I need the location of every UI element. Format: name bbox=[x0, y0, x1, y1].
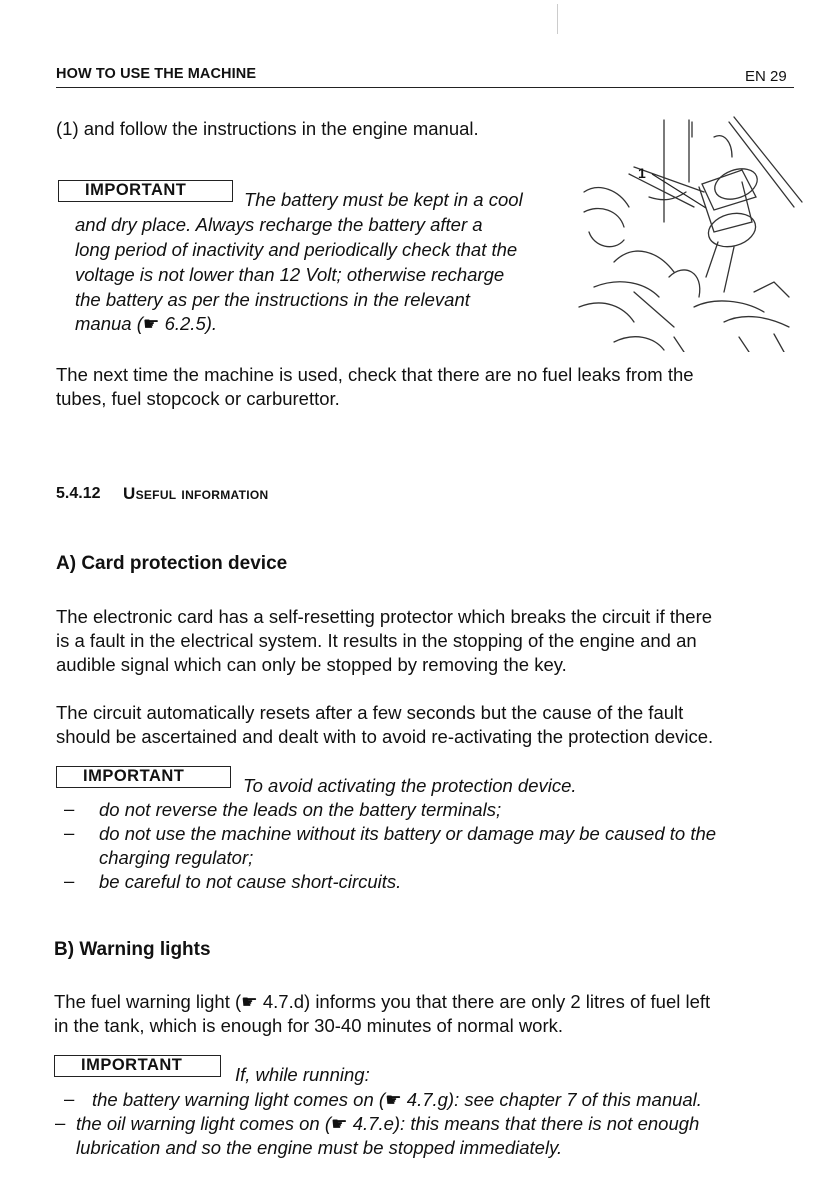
important2-item-0: do not reverse the leads on the battery terminals; bbox=[99, 799, 502, 820]
important-label-3: IMPORTANT bbox=[54, 1055, 221, 1077]
fuel-filter-figure bbox=[574, 112, 804, 352]
scan-mark bbox=[557, 4, 558, 34]
fuel-check-line-1: tubes, fuel stopcock or carburettor. bbox=[56, 388, 340, 409]
important1-line-5: manua (☛ 6.2.5). bbox=[75, 313, 218, 334]
intro-line: (1) and follow the instructions in the engine manual. bbox=[56, 118, 479, 139]
warning-para-line-0: The fuel warning light (☛ 4.7.d) informs you that there are only 2 litres of fuel left bbox=[54, 991, 711, 1012]
fuel-check-line-0: The next time the machine is used, check that there are no fuel leaks from the bbox=[56, 364, 694, 385]
important2-item-3: be careful to not cause short-circuits. bbox=[99, 871, 402, 892]
bullet-dash: – bbox=[64, 870, 75, 891]
important3-intro: If, while running: bbox=[235, 1064, 370, 1085]
figure-callout: 1 bbox=[638, 165, 646, 181]
important1-line-3: voltage is not lower than 12 Volt; otherwise recharge bbox=[75, 264, 505, 285]
card-para1-line-0: The electronic card has a self-resetting protector which breaks the circuit if there bbox=[56, 606, 713, 627]
bullet-dash: – bbox=[64, 822, 75, 843]
section-number: 5.4.12 bbox=[56, 485, 101, 502]
important-label-2: IMPORTANT bbox=[56, 766, 231, 788]
card-para1-line-1: is a fault in the electrical system. It results in the stopping of the engine and an bbox=[56, 630, 697, 651]
important3-item-1: the oil warning light comes on (☛ 4.7.e): this means that there is not enough bbox=[76, 1113, 700, 1134]
important1-line-4: the battery as per the instructions in the relevant bbox=[75, 289, 470, 310]
important2-intro: To avoid activating the protection device. bbox=[243, 775, 577, 796]
warning-para-line-1: in the tank, which is enough for 30-40 minutes of normal work. bbox=[54, 1015, 564, 1036]
important1-line-2: long period of inactivity and periodically check that the bbox=[75, 239, 518, 260]
bullet-dash: – bbox=[64, 798, 75, 819]
section-title: Useful information bbox=[123, 484, 269, 503]
important1-line-0: The battery must be kept in a cool bbox=[244, 189, 523, 210]
important1-line-1: and dry place. Always recharge the battery after a bbox=[75, 214, 483, 235]
bullet-dash: – bbox=[64, 1088, 75, 1109]
card-para2-line-0: The circuit automatically resets after a few seconds but the cause of the fault bbox=[56, 702, 684, 723]
page-number: EN 29 bbox=[745, 68, 787, 85]
important3-item-2: lubrication and so the engine must be stopped immediately. bbox=[76, 1137, 563, 1158]
subheading-a: A) Card protection device bbox=[56, 553, 288, 574]
important3-item-0: the battery warning light comes on (☛ 4.7.g): see chapter 7 of this manual. bbox=[92, 1089, 702, 1110]
subheading-b: B) Warning lights bbox=[54, 939, 211, 960]
running-header: HOW TO USE THE MACHINE bbox=[56, 66, 257, 82]
important-label-1: IMPORTANT bbox=[58, 180, 233, 202]
card-para1-line-2: audible signal which can only be stopped by removing the key. bbox=[56, 654, 567, 675]
important2-item-2: charging regulator; bbox=[99, 847, 254, 868]
card-para2-line-1: should be ascertained and dealt with to avoid re-activating the protection device. bbox=[56, 726, 714, 747]
bullet-dash: – bbox=[55, 1112, 66, 1133]
header-rule bbox=[56, 87, 794, 88]
important2-item-1: do not use the machine without its battery or damage may be caused to the bbox=[99, 823, 717, 844]
